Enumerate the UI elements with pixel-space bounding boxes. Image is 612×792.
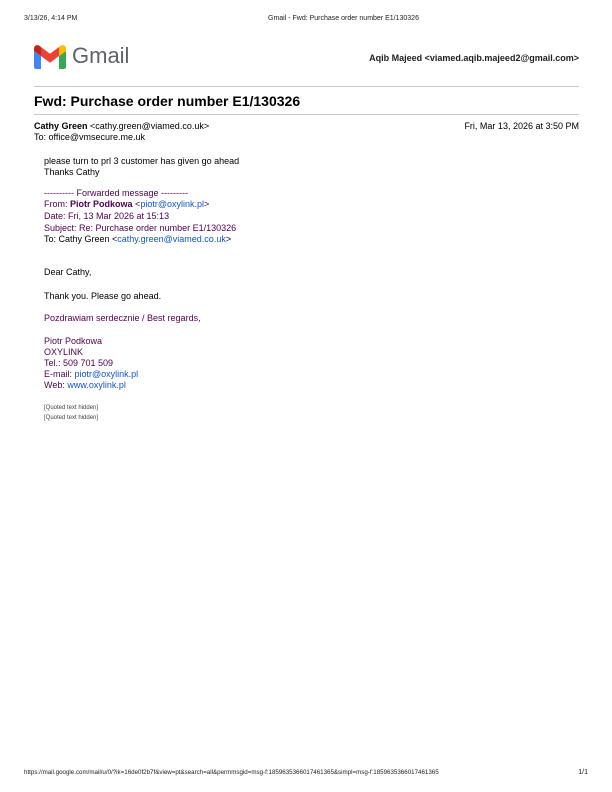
account-address: Aqib Majeed <viamed.aqib.majeed2@gmail.com> <box>369 53 579 63</box>
email-subject: Fwd: Purchase order number E1/130326 <box>34 93 301 109</box>
fwd-from-email-link[interactable]: piotr@oxylink.pl <box>140 199 204 209</box>
sender-name: Cathy Green <box>34 121 88 131</box>
fwd-to-close: > <box>225 234 232 244</box>
print-title: Gmail - Fwd: Purchase order number E1/130326 <box>268 15 419 22</box>
divider <box>34 114 579 115</box>
signature-company: OXYLINK <box>44 347 84 357</box>
print-url: https://mail.google.com/mail/u/0/?ik=16de0f2b7f&view=pt&search=all&permmsgid=msg-f:1859635366017461365&simpl=msg-f:1859635366017461365 <box>24 769 439 776</box>
intro-line: please turn to prl 3 customer has given go ahead <box>44 156 240 166</box>
sender-email: <cathy.green@viamed.co.uk> <box>90 121 210 131</box>
signature-email-label: E-mail: <box>44 369 75 379</box>
fwd-from-close: > <box>203 199 210 209</box>
intro-signoff: Thanks Cathy <box>44 167 100 177</box>
body-text: Thank you. Please go ahead. <box>44 291 162 301</box>
fwd-to-email-link[interactable]: cathy.green@viamed.co.uk <box>117 234 226 244</box>
print-datetime: 3/13/26, 4:14 PM <box>24 15 78 22</box>
signature-web-link[interactable]: www.oxylink.pl <box>67 380 126 390</box>
fwd-to-line <box>44 233 231 245</box>
fwd-to-label: To: Cathy Green < <box>44 234 118 244</box>
fwd-date: Date: Fri, 13 Mar 2026 at 15:13 <box>44 211 170 221</box>
fwd-subject: Subject: Re: Purchase order number E1/130326 <box>44 223 237 233</box>
greeting: Dear Cathy, <box>44 267 92 277</box>
fwd-from-name: Piotr Podkowa <box>70 199 133 209</box>
signature-web-line <box>44 379 126 391</box>
fwd-from-line <box>44 198 209 210</box>
signature-email-link[interactable]: piotr@oxylink.pl <box>74 369 139 379</box>
gmail-wordmark: Gmail <box>72 43 130 68</box>
message-date: Fri, Mar 13, 2026 at 3:50 PM <box>464 121 579 131</box>
quoted-text-toggle[interactable]: [Quoted text hidden] <box>44 405 99 411</box>
signature-web-label: Web: <box>44 380 68 390</box>
signature-name: Piotr Podkowa <box>44 336 103 346</box>
fwd-from-open: < <box>135 199 141 209</box>
fwd-from-label: From: <box>44 199 68 209</box>
recipient-line <box>34 132 145 142</box>
signature-tel: Tel.: 509 701 509 <box>44 358 114 368</box>
to-label: To: <box>34 132 47 142</box>
forwarded-header: ---------- Forwarded message --------- <box>44 188 188 198</box>
quoted-text-toggle[interactable]: [Quoted text hidden] <box>44 415 99 421</box>
print-page-number: 1/1 <box>578 769 588 776</box>
regards: Pozdrawiam serdecznie / Best regards, <box>44 313 201 323</box>
gmail-logo-icon <box>34 45 66 69</box>
sender-line <box>34 121 209 131</box>
to-address: office@vmsecure.me.uk <box>48 132 146 142</box>
divider <box>34 86 579 87</box>
